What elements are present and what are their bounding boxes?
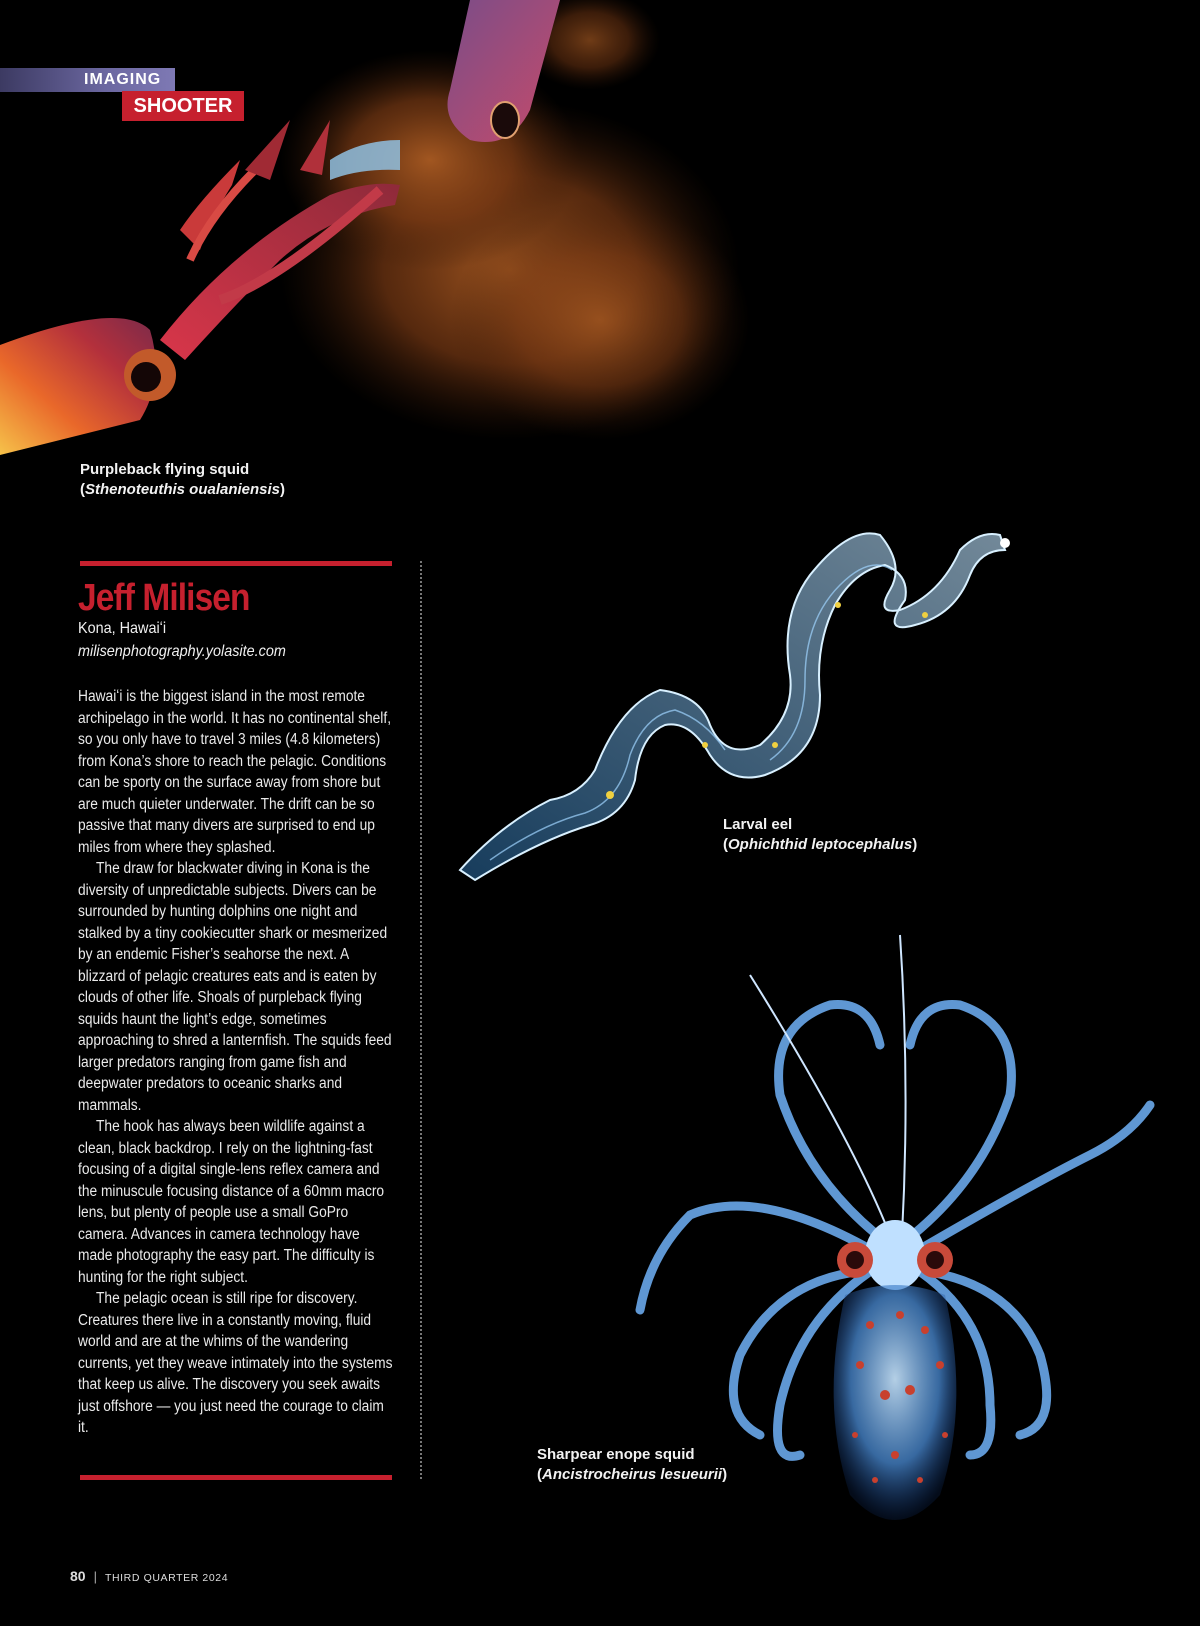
profile-body — [78, 686, 398, 1439]
caption-latin-name: Ophichthid leptocephalus — [728, 836, 913, 853]
section-subtag: SHOOTER — [122, 91, 244, 121]
bottom-rule — [80, 1475, 392, 1480]
issue-label: THIRD QUARTER 2024 — [104, 1572, 229, 1584]
photographer-name: Jeff Milisen — [78, 577, 250, 619]
photographer-website[interactable]: milisenphotography.yolasite.com — [78, 643, 286, 660]
body-paragraph: The hook has always been wildlife against a clean, black backdrop. I rely on the lightning-fast focusing of a digital single-lens reflex camera and the minuscule focusing distance of a 60mm macro lens, but plenty of people use a small GoPro camera. Advances in camera technology have made photography the easy part. The difficulty is hunting for the right subject. — [78, 1118, 385, 1286]
top-rule — [80, 561, 392, 566]
body-paragraph: The draw for blackwater diving in Kona is the diversity of unpredictable subjects. Divers can be surrounded by hunting dolphins one night and stalked by a tiny cookiecutter shark or mesmerized by an endemic Fisher’s seahorse the next. A blizzard of pelagic creatures eats and is eaten by clouds of other life. Shoals of purpleback flying squids haunt the light’s edge, sometimes approaching to shred a lanternfish. The squids feed larger predators ranging from game fish and deepwater predators to oceanic sharks and mammals. — [78, 860, 392, 1114]
photographer-location: Kona, Hawaiʻi — [78, 620, 167, 637]
body-paragraph: Hawaiʻi is the biggest island in the most remote archipelago in the world. It has no continental shelf, so you only have to travel 3 miles (4.8 kilometers) from Kona’s shore to reach the pelagic. Conditions can be sporty on the surface away from shore but are much quieter underwater. The drift can be so passive that many divers are surprised to end up miles from where they splashed. — [78, 688, 392, 856]
column-divider — [420, 561, 422, 1479]
caption-common-name: Larval eel — [723, 816, 793, 833]
page-footer: 80 | THIRD QUARTER 2024 — [70, 1568, 229, 1584]
squid-caption: Purpleback flying squid (Sthenoteuthis oualaniensis) — [80, 461, 286, 498]
body-paragraph: The pelagic ocean is still ripe for discovery. Creatures there live in a constantly moving, fluid world and are at the whims of the wandering currents, yet they weave intimately into the systems that keep us alive. The discovery you seek awaits just offshore — you just need the courage to claim it. — [78, 1290, 393, 1436]
page-number: 80 — [70, 1568, 86, 1584]
caption-latin-name: Ancistrocheirus lesueurii — [542, 1466, 723, 1483]
caption-common-name: Purpleback flying squid — [80, 461, 250, 478]
caption-common-name: Sharpear enope squid — [537, 1446, 695, 1463]
caption-latin-name: Sthenoteuthis oualaniensis — [85, 481, 281, 498]
enope-caption: Sharpear enope squid (Ancistrocheirus lesueurii) — [537, 1446, 728, 1483]
eel-caption: Larval eel (Ophichthid leptocephalus) — [723, 816, 918, 853]
section-tag: IMAGING — [0, 68, 175, 92]
